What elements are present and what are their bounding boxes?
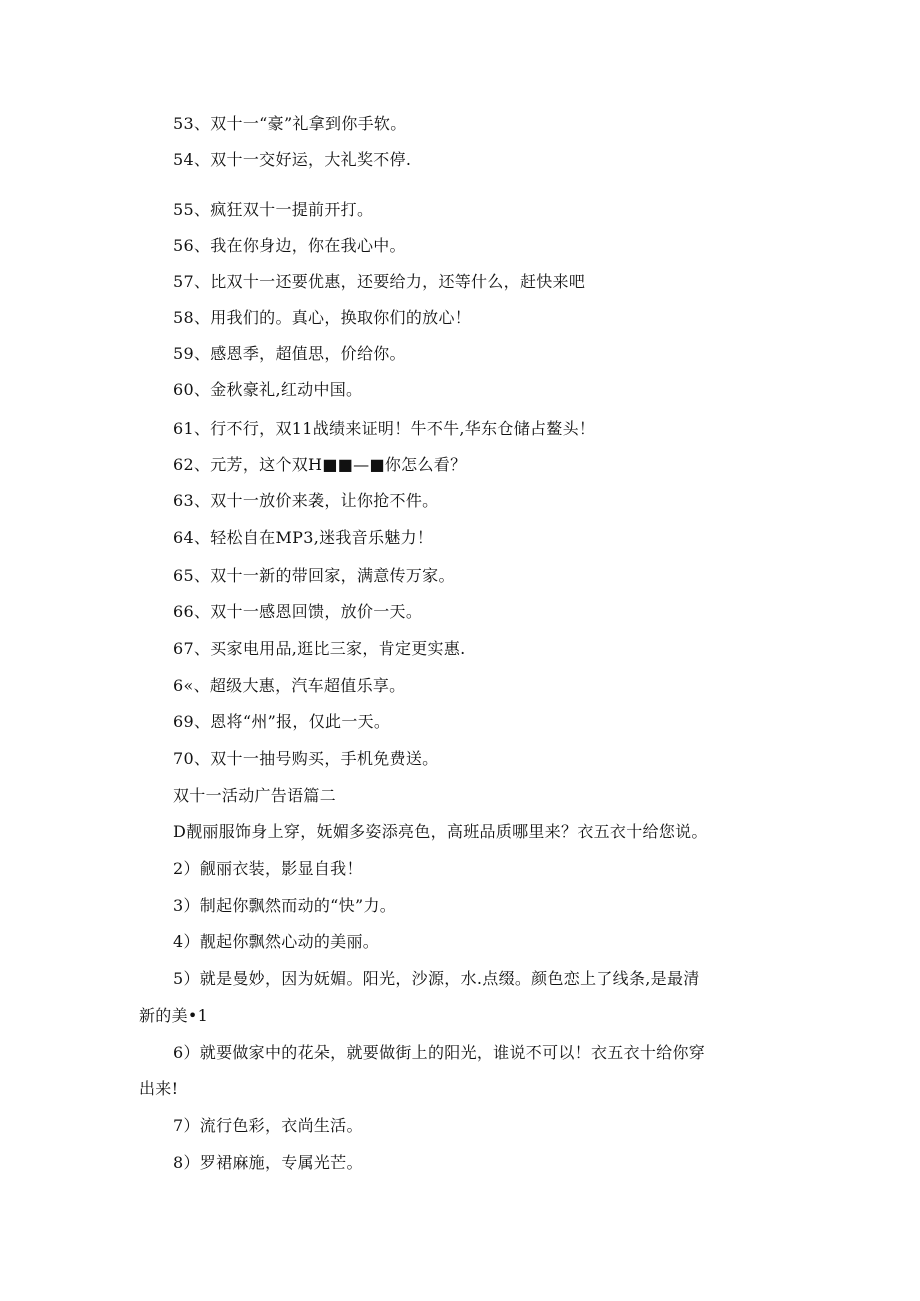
text-line: 53、双十一“豪”礼拿到你手软。 <box>173 114 407 133</box>
text-line: 54、双十一交好运，大礼奖不停. <box>173 150 412 169</box>
text-line: 6）就要做家中的花朵，就要做街上的阳光，谁说不可以！衣五衣十给你穿 <box>173 1043 706 1062</box>
section-heading: 双十一活动广告语篇二 <box>173 786 337 805</box>
text-line: 63、双十一放价来袭，让你抢不件。 <box>173 491 439 510</box>
text-line: 66、双十一感恩回馈，放价一天。 <box>173 602 423 621</box>
text-line: 69、恩将“州”报，仅此一天。 <box>173 712 391 731</box>
text-line: 5）就是曼妙，因为妩媚。阳光，沙源，水.点缀。颜色恋上了线条,是最清 <box>173 969 700 988</box>
text-line: 70、双十一抽号购买，手机免费送。 <box>173 749 439 768</box>
text-line: 3）制起你飘然而动的“快”力。 <box>173 896 397 915</box>
text-line: 56、我在你身边，你在我心中。 <box>173 236 406 255</box>
text-line: 8）罗裙麻施，专属光芒。 <box>173 1153 363 1172</box>
text-line: 67、买家电用品,逛比三家，肯定更实惠. <box>173 639 466 658</box>
text-line-continuation: 出来! <box>139 1079 179 1098</box>
text-line: 58、用我们的。真心，换取你们的放心！ <box>173 308 472 327</box>
text-line: 4）靓起你飘然心动的美丽。 <box>173 932 380 951</box>
text-line: D靓丽服饰身上穿，妩媚多姿添亮色，高班品质哪里来？衣五衣十给您说。 <box>173 822 708 841</box>
text-line-continuation: 新的美•1 <box>139 1006 209 1025</box>
text-line: 57、比双十一还要优惠，还要给力，还等什么，赶快来吧 <box>173 272 586 291</box>
text-line: 2）觎丽衣装，影显自我！ <box>173 859 363 878</box>
text-line: 59、感恩季，超值思，价给你。 <box>173 344 406 363</box>
text-line: 55、疯狂双十一提前开打。 <box>173 200 374 219</box>
text-line: 64、轻松自在MP3,迷我音乐魅力！ <box>173 528 434 547</box>
text-line: 7）流行色彩，衣尚生活。 <box>173 1116 363 1135</box>
text-line: 65、双十一新的带回家，满意传万家。 <box>173 566 455 585</box>
text-line: 60、金秋豪礼,红动中国。 <box>173 380 363 399</box>
text-line: 6«、超级大惠，汽车超值乐享。 <box>173 676 406 695</box>
text-line: 61、行不行，双11战绩来证明！牛不牛,华东仓储占鳌头！ <box>173 419 596 438</box>
text-line: 62、元芳，这个双H■■—■你怎么看？ <box>173 455 467 474</box>
